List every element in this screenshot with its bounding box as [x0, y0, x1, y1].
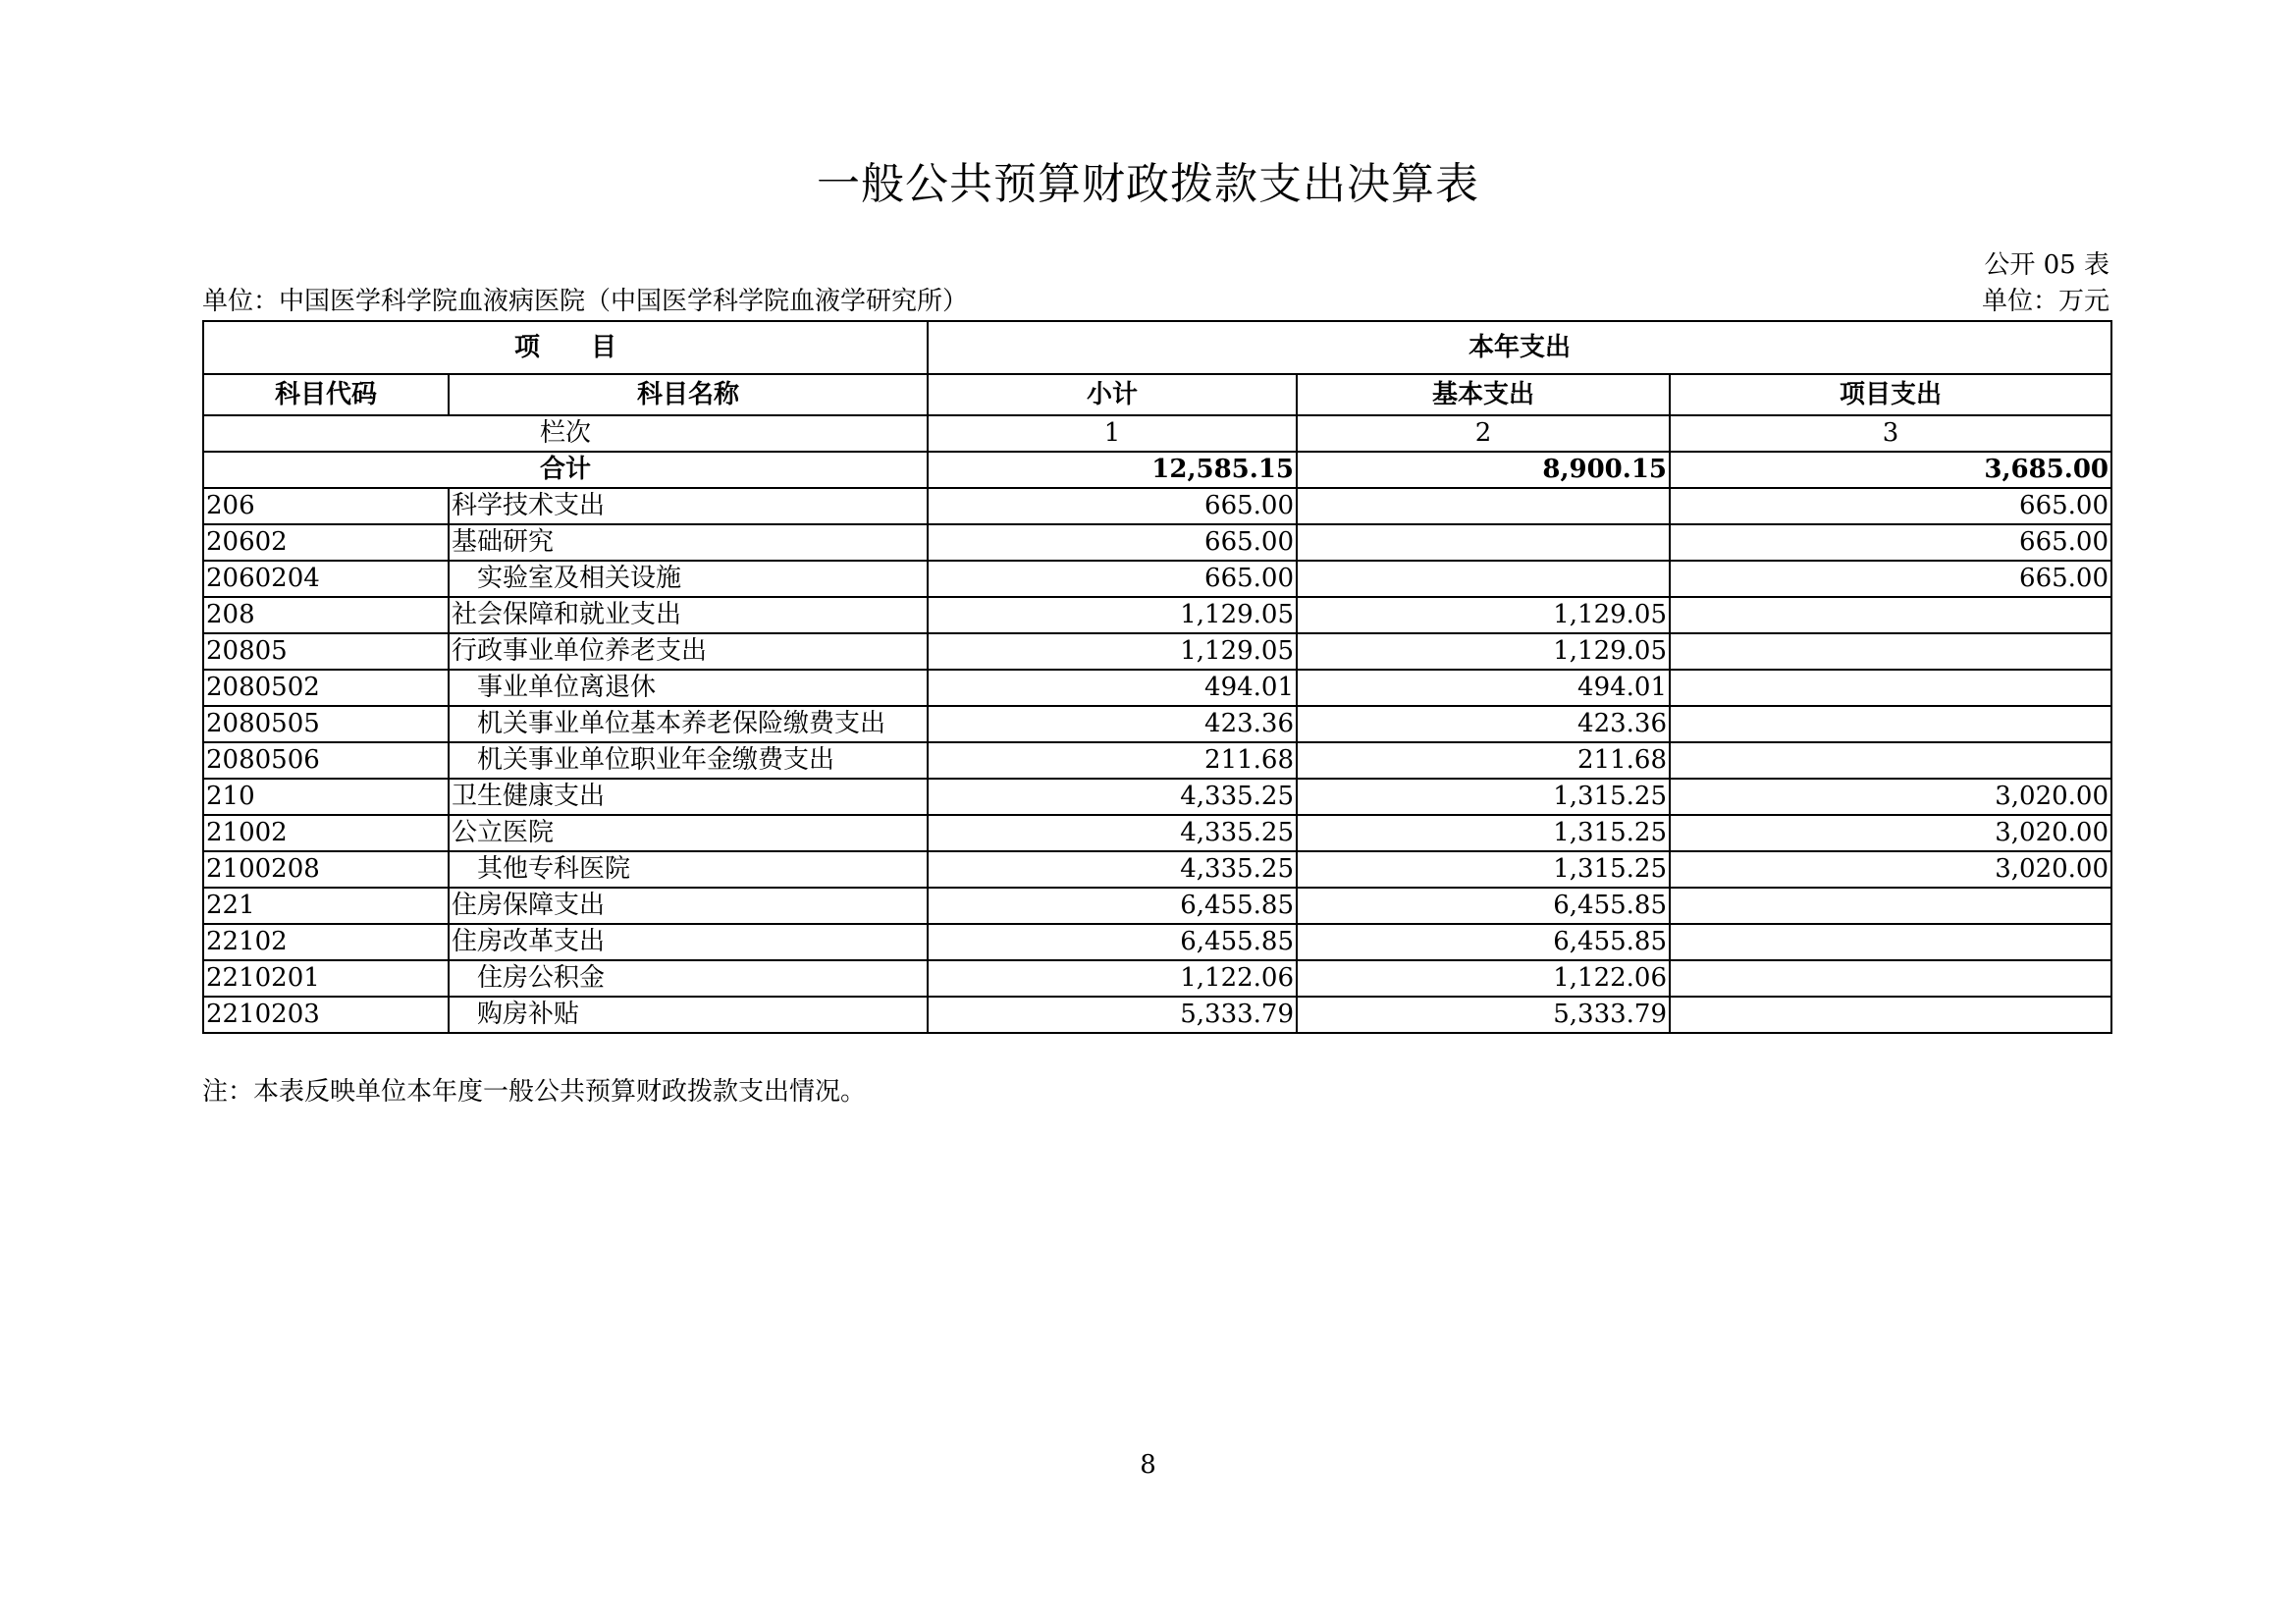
row-name: 实验室及相关设施 [449, 561, 928, 597]
row-basic [1297, 488, 1670, 524]
header-project: 项目支出 [1670, 374, 2111, 415]
table-row [203, 742, 2111, 779]
row-basic: 1,129.05 [1297, 633, 1670, 670]
row-basic: 494.01 [1297, 670, 1670, 706]
row-project: 3,020.00 [1670, 815, 2111, 851]
row-name: 卫生健康支出 [449, 779, 928, 815]
page-number: 8 [1140, 1450, 1156, 1480]
row-subtotal: 5,333.79 [928, 997, 1297, 1033]
row-name: 其他专科医院 [449, 851, 928, 888]
row-project [1670, 706, 2111, 742]
header-basic: 基本支出 [1297, 374, 1670, 415]
table-row [203, 597, 2111, 633]
header-row-2 [203, 374, 2111, 415]
row-basic: 1,122.06 [1297, 960, 1670, 997]
table-number: 公开 05 表 [1984, 250, 2109, 280]
row-name: 公立医院 [449, 815, 928, 851]
row-code: 20602 [203, 524, 449, 561]
row-project: 665.00 [1670, 488, 2111, 524]
row-project [1670, 742, 2111, 779]
row-name: 机关事业单位基本养老保险缴费支出 [449, 706, 928, 742]
row-basic: 1,315.25 [1297, 815, 1670, 851]
row-name: 基础研究 [449, 524, 928, 561]
table-row [203, 561, 2111, 597]
header-name: 科目名称 [449, 374, 928, 415]
column-index-1: 1 [928, 415, 1297, 452]
row-basic: 1,315.25 [1297, 779, 1670, 815]
row-code: 2100208 [203, 851, 449, 888]
row-basic [1297, 524, 1670, 561]
row-subtotal: 6,455.85 [928, 888, 1297, 924]
row-name: 购房补贴 [449, 997, 928, 1033]
row-code: 21002 [203, 815, 449, 851]
row-name: 住房公积金 [449, 960, 928, 997]
column-index-2: 2 [1297, 415, 1670, 452]
row-subtotal: 4,335.25 [928, 815, 1297, 851]
row-project [1670, 997, 2111, 1033]
row-subtotal: 423.36 [928, 706, 1297, 742]
row-subtotal: 6,455.85 [928, 924, 1297, 960]
row-subtotal: 1,129.05 [928, 633, 1297, 670]
row-basic: 5,333.79 [1297, 997, 1670, 1033]
row-project: 3,020.00 [1670, 779, 2111, 815]
row-project: 665.00 [1670, 561, 2111, 597]
document-title: 一般公共预算财政拨款支出决算表 [817, 159, 1479, 209]
row-project: 3,020.00 [1670, 851, 2111, 888]
row-basic: 1,129.05 [1297, 597, 1670, 633]
footnote: 注：本表反映单位本年度一般公共预算财政拨款支出情况。 [202, 1077, 867, 1107]
money-unit-label: 单位：万元 [1981, 287, 2109, 316]
total-row [203, 452, 2111, 488]
row-code: 2080505 [203, 706, 449, 742]
row-code: 2060204 [203, 561, 449, 597]
table-row [203, 524, 2111, 561]
total-basic: 8,900.15 [1297, 452, 1670, 488]
row-basic: 1,315.25 [1297, 851, 1670, 888]
total-subtotal: 12,585.15 [928, 452, 1297, 488]
row-code: 2210201 [203, 960, 449, 997]
row-project [1670, 670, 2111, 706]
row-name: 社会保障和就业支出 [449, 597, 928, 633]
column-index-label: 栏次 [203, 415, 928, 452]
row-project [1670, 960, 2111, 997]
row-code: 2080502 [203, 670, 449, 706]
header-current-year: 本年支出 [928, 321, 2111, 374]
row-project [1670, 633, 2111, 670]
row-basic: 211.68 [1297, 742, 1670, 779]
row-project [1670, 888, 2111, 924]
unit-line [202, 285, 2109, 318]
column-index-3: 3 [1670, 415, 2111, 452]
row-name: 事业单位离退休 [449, 670, 928, 706]
row-name: 科学技术支出 [449, 488, 928, 524]
table-row [203, 888, 2111, 924]
row-code: 206 [203, 488, 449, 524]
row-basic [1297, 561, 1670, 597]
header-subtotal: 小计 [928, 374, 1297, 415]
table-row [203, 924, 2111, 960]
row-basic: 6,455.85 [1297, 924, 1670, 960]
row-code: 2210203 [203, 997, 449, 1033]
row-code: 22102 [203, 924, 449, 960]
row-code: 20805 [203, 633, 449, 670]
table-row [203, 706, 2111, 742]
row-subtotal: 1,129.05 [928, 597, 1297, 633]
table-row [203, 779, 2111, 815]
row-name: 住房改革支出 [449, 924, 928, 960]
total-label: 合计 [203, 452, 928, 488]
table-row [203, 815, 2111, 851]
row-code: 208 [203, 597, 449, 633]
table-row [203, 960, 2111, 997]
table-row [203, 633, 2111, 670]
budget-table [202, 320, 2112, 1034]
row-code: 2080506 [203, 742, 449, 779]
table-row [203, 488, 2111, 524]
row-subtotal: 1,122.06 [928, 960, 1297, 997]
row-subtotal: 665.00 [928, 561, 1297, 597]
row-subtotal: 211.68 [928, 742, 1297, 779]
row-name: 住房保障支出 [449, 888, 928, 924]
row-subtotal: 494.01 [928, 670, 1297, 706]
organization-label: 单位：中国医学科学院血液病医院（中国医学科学院血液学研究所） [202, 287, 969, 316]
column-index-row [203, 415, 2111, 452]
header-code: 科目代码 [203, 374, 449, 415]
header-row-1 [203, 321, 2111, 374]
row-code: 221 [203, 888, 449, 924]
row-subtotal: 665.00 [928, 488, 1297, 524]
row-basic: 423.36 [1297, 706, 1670, 742]
table-row [203, 670, 2111, 706]
row-subtotal: 4,335.25 [928, 779, 1297, 815]
row-project [1670, 924, 2111, 960]
row-subtotal: 4,335.25 [928, 851, 1297, 888]
table-row [203, 851, 2111, 888]
row-basic: 6,455.85 [1297, 888, 1670, 924]
table-row [203, 997, 2111, 1033]
row-subtotal: 665.00 [928, 524, 1297, 561]
header-item: 项 目 [203, 321, 928, 374]
row-name: 行政事业单位养老支出 [449, 633, 928, 670]
row-project: 665.00 [1670, 524, 2111, 561]
row-project [1670, 597, 2111, 633]
row-name: 机关事业单位职业年金缴费支出 [449, 742, 928, 779]
total-project: 3,685.00 [1670, 452, 2111, 488]
row-code: 210 [203, 779, 449, 815]
